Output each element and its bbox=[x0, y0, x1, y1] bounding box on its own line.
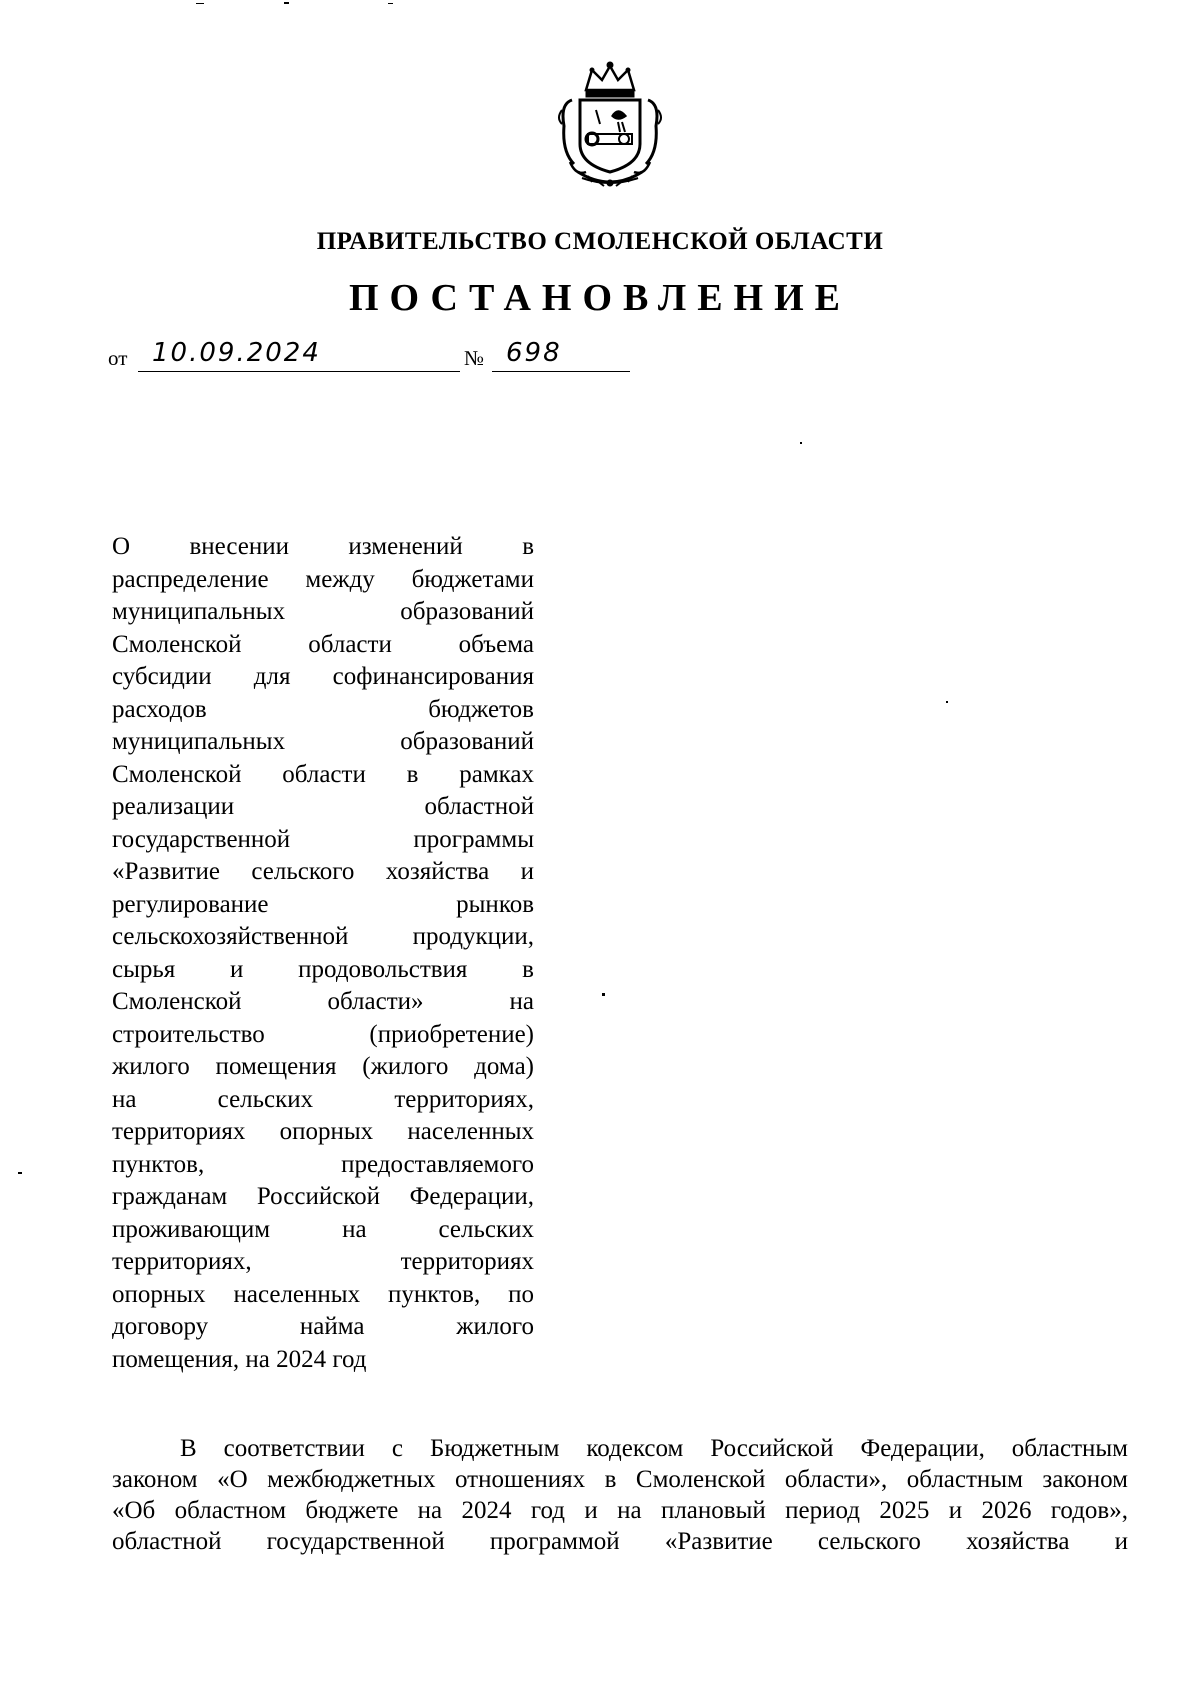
document-number: 698 bbox=[506, 338, 562, 368]
body-line: законом «О межбюджетных отношениях в Смоленской области», областным законом bbox=[112, 1466, 1128, 1493]
subject-line: проживающим на сельских bbox=[112, 1215, 534, 1243]
body-line: «Об областном бюджете на 2024 год и на плановый период 2025 и 2026 годов», bbox=[112, 1497, 1128, 1524]
scan-mark bbox=[388, 3, 393, 4]
document-subject bbox=[112, 531, 534, 1376]
subject-line: опорных населенных пунктов, по bbox=[112, 1280, 534, 1308]
subject-line: Смоленской области» на bbox=[112, 988, 534, 1015]
subject-line: распределение между бюджетами bbox=[112, 565, 534, 593]
subject-line: О внесении изменений в bbox=[112, 533, 534, 560]
smolensk-coat-of-arms-icon bbox=[552, 60, 668, 192]
subject-line: пунктов, предоставляемого bbox=[112, 1150, 534, 1178]
subject-line: муниципальных образований bbox=[112, 598, 534, 625]
subject-line: территориях опорных населенных bbox=[112, 1118, 534, 1145]
scan-mark bbox=[800, 442, 802, 444]
number-underline bbox=[492, 371, 630, 372]
subject-line: муниципальных образований bbox=[112, 728, 534, 755]
subject-line: строительство (приобретение) bbox=[112, 1020, 534, 1048]
scan-mark bbox=[196, 3, 204, 4]
subject-line: реализации областной bbox=[112, 793, 534, 820]
subject-line: Смоленской области объема bbox=[112, 630, 534, 658]
scan-mark bbox=[284, 2, 289, 4]
date-label: от bbox=[108, 346, 128, 370]
subject-line: помещения, на 2024 год bbox=[112, 1345, 367, 1373]
document-date: 10.09.2024 bbox=[152, 338, 321, 368]
body-line: областной государственной программой «Развитие сельского хозяйства и bbox=[112, 1528, 1128, 1555]
subject-line: гражданам Российской Федерации, bbox=[112, 1183, 534, 1210]
subject-line: договору найма жилого bbox=[112, 1313, 534, 1340]
subject-line: Смоленской области в рамках bbox=[112, 760, 534, 788]
number-label: № bbox=[464, 346, 485, 370]
subject-line: на сельских территориях, bbox=[112, 1085, 534, 1113]
subject-line: государственной программы bbox=[112, 825, 534, 853]
subject-line: территориях, территориях bbox=[112, 1248, 534, 1275]
government-name: ПРАВИТЕЛЬСТВО СМОЛЕНСКОЙ ОБЛАСТИ bbox=[316, 228, 884, 255]
subject-line: «Развитие сельского хозяйства и bbox=[112, 858, 534, 885]
document-body bbox=[112, 1433, 1128, 1557]
document-type-title: ПОСТАНОВЛЕНИЕ bbox=[348, 277, 852, 319]
subject-line: субсидии для софинансирования bbox=[112, 663, 534, 690]
body-line: В соответствии с Бюджетным кодексом Российской Федерации, областным bbox=[180, 1435, 1128, 1462]
subject-line: регулирование рынков bbox=[112, 890, 534, 918]
date-underline bbox=[138, 371, 460, 372]
scan-mark bbox=[18, 1172, 22, 1174]
subject-line: сырья и продовольствия в bbox=[112, 955, 534, 983]
scan-mark bbox=[602, 993, 605, 996]
subject-line: расходов бюджетов bbox=[112, 695, 534, 723]
scan-mark bbox=[946, 701, 948, 703]
subject-line: сельскохозяйственной продукции, bbox=[112, 923, 534, 950]
subject-line: жилого помещения (жилого дома) bbox=[112, 1053, 534, 1080]
